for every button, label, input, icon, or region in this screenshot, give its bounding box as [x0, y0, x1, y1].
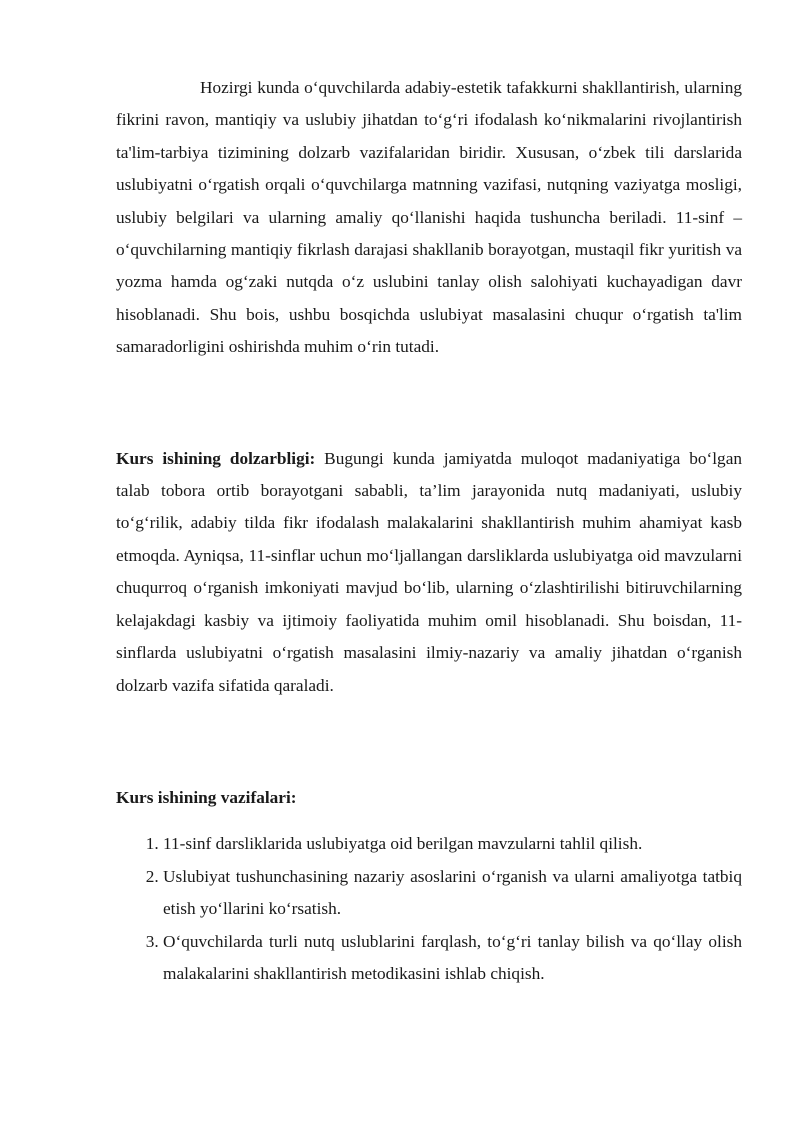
intro-paragraph: Hozirgi kunda o‘quvchilarda adabiy-estetik tafakkurni shakllantirish, ularning fikrini ravon, mantiqiy va uslubiy jihatdan to‘g‘ri ifodalash ko‘nikmalarini rivojlantirish ta'lim-tarbiya tizimining dolzarb vazifalaridan biridir. Xususan, o‘zbek tili darslarida uslubiyatni o‘rgatish orqali o‘quvchilarga matnning vazifasi, nutqning vaziyatga mosligi, uslubiy belgilari va ularning amaliy qo‘llanishi haqida tushuncha beriladi. 11-sinf – o‘quvchilarning mantiqiy fikrlash darajasi shakllanib borayotgan, mustaqil fikr yuritish va yozma hamda og‘zaki nutqda o‘z uslubini tanlay olish salohiyati kuchayadigan davr hisoblanadi. Shu bois, ushbu bosqichda uslubiyat masalasini chuqur o‘rgatish ta'lim samaradorligini oshirishda muhim o‘rin tutadi.: [116, 78, 742, 357]
tasks-heading: Kurs ishining vazifalari:: [116, 787, 297, 807]
list-item: 1. 11-sinf darsliklarida uslubiyatga oid berilgan mavzularni tahlil qilish.: [163, 828, 742, 860]
document-page: [116, 72, 742, 990]
relevance-heading: Kurs ishining dolzarbligi:: [116, 448, 316, 468]
tasks-list: [116, 828, 742, 990]
list-item: 3. O‘quvchilarda turli nutq uslublarini farqlash, to‘g‘ri tanlay bilish va qo‘llay olish malakalarini shakllantirish metodikasini ishlab chiqish.: [163, 926, 742, 991]
relevance-paragraph: [116, 443, 742, 702]
relevance-text: Bugungi kunda jamiyatda muloqot madaniyatiga bo‘lgan talab tobora ortib borayotgani sababli, ta’lim jarayonida nutq madaniyati, uslubiy to‘g‘rilik, adabiy tilda fikr ifodalash malakalarini shakllantirish muhim ahamiyat kasb etmoqda. Ayniqsa, 11-sinflar uchun mo‘ljallangan darsliklarda uslubiyatga oid mavzularni chuqurroq o‘rganish imkoniyati mavjud bo‘lib, ularning o‘zlashtirilishi bitiruvchilarning kelajakdagi kasbiy va ijtimoiy faoliyatida muhim omil hisoblanadi. Shu boisdan, 11-sinflarda uslubiyatni o‘rgatish masalasini ilmiy-nazariy va amaliy jihatdan o‘rganish dolzarb vazifa sifatida qaraladi.: [116, 448, 742, 695]
list-item: 2. Uslubiyat tushunchasining nazariy asoslarini o‘rganish va ularni amaliyotga tatbiq etish yo‘llarini ko‘rsatish.: [163, 861, 742, 926]
